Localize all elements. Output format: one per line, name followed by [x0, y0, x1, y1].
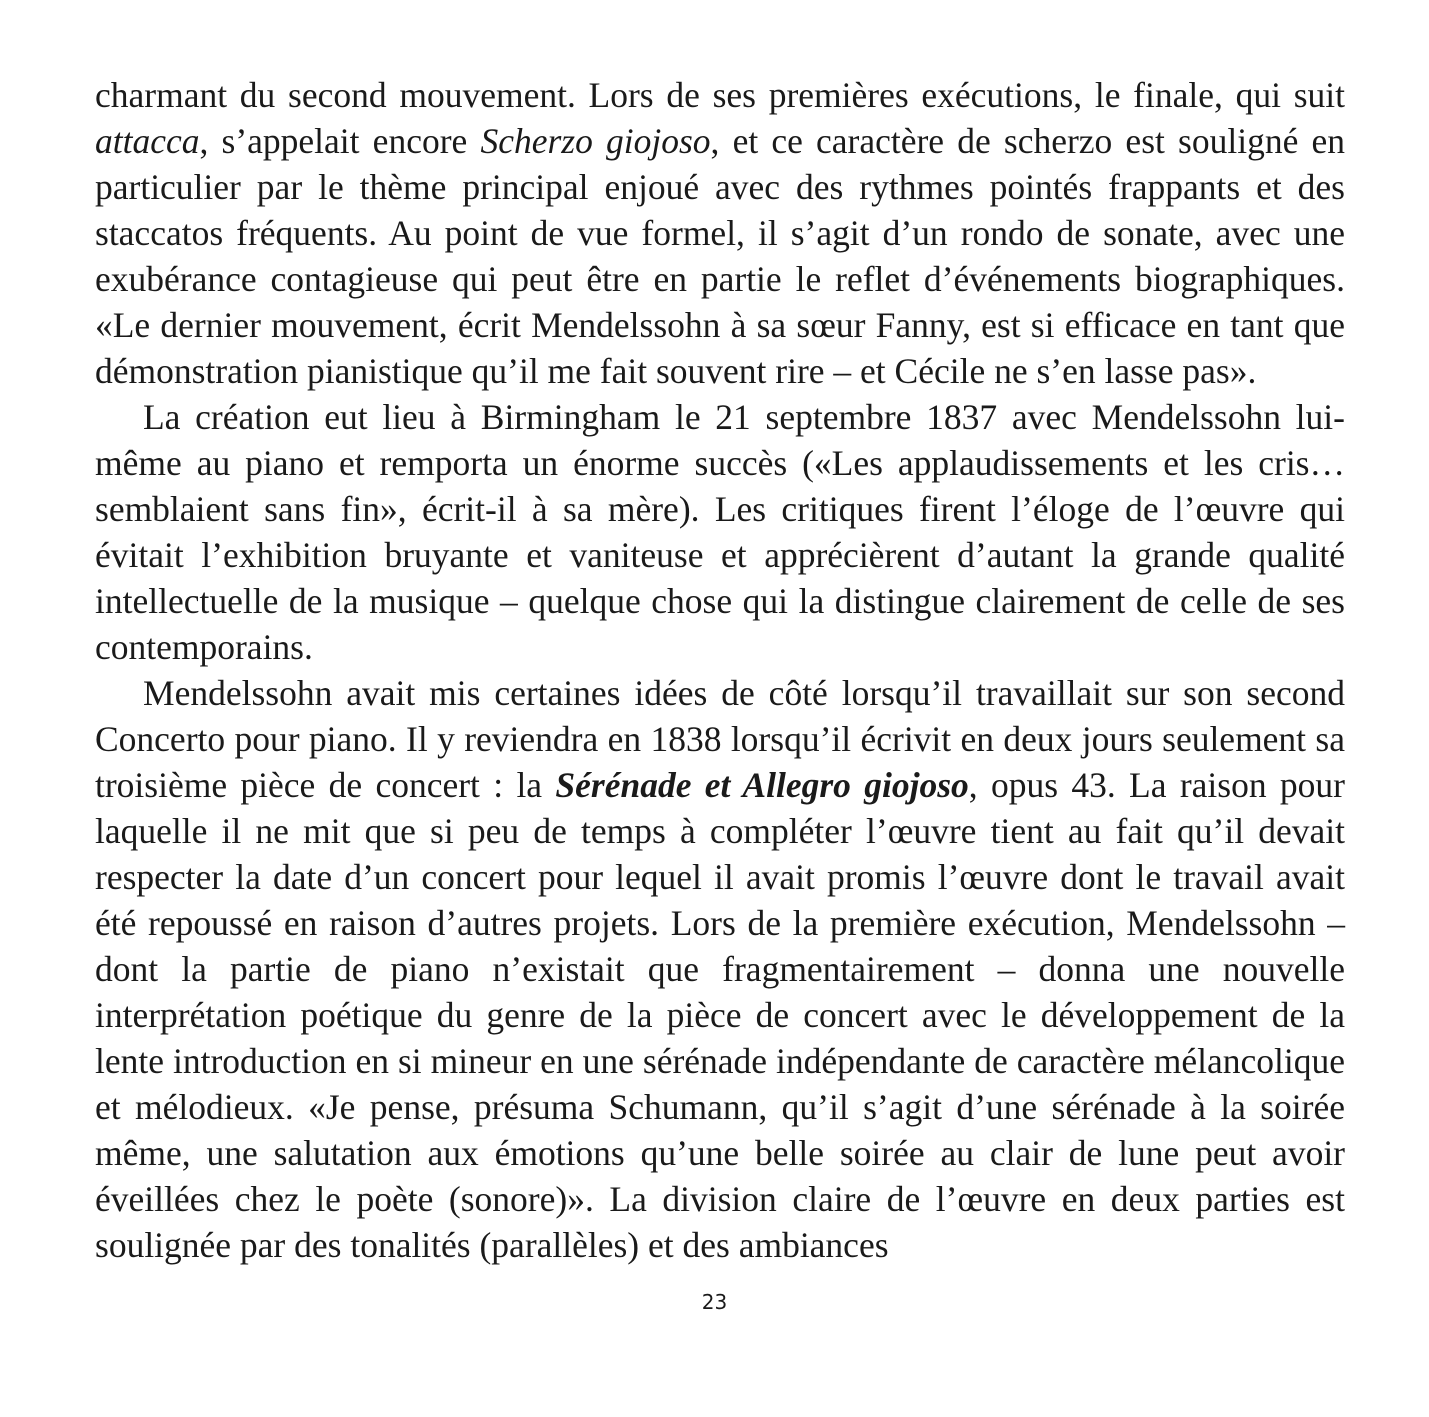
text-run: , et ce caractère de scherzo est souligné en particulier par le thème principal enjoué avec des rythmes pointés frappants et des staccatos fréquents. Au point de vue formel, il s’agit d’un rondo de sonate, avec une exubérance contagieuse qui peut être en partie le reflet d’événements biographiques. «Le dernier mouvement, écrit Mendelssohn à sa sœur Fanny, est si efficace en tant que démonstration pianistique qu’il me fait souvent rire – et Cécile ne s’en lasse pas».	[95, 121, 1345, 391]
text-run-italic: attacca	[95, 121, 200, 161]
paragraph-1	[95, 72, 1345, 394]
document-body	[95, 72, 1345, 1268]
text-run-italic: Scherzo giojoso	[480, 121, 711, 161]
text-run: charmant du second mouvement. Lors de ses premières exécutions, le finale, qui suit	[95, 75, 1345, 115]
text-run: , s’appelait encore	[199, 121, 481, 161]
text-run: La création eut lieu à Birmingham le 21 septembre 1837 avec Mendelssohn luimême au piano et remporta un énorme succès («Les applaudissements et les cris… semblaient sans fin», écrit-il à sa mère). Les critiques firent l’éloge de l’œuvre qui évitait l’exhibition bruyante et vaniteuse et apprécièrent d’autant la grande qualité intellectuelle de la musique – quelque chose qui la distingue clairement de celle de ses contemporains.	[95, 397, 1345, 667]
work-title: Sérénade et Allegro giojoso	[555, 765, 969, 805]
page-number: 23	[701, 1290, 728, 1314]
text-run: Mendelssohn avait mis certaines idées de côté lorsqu’il travaillait sur son second Concerto pour piano. Il y reviendra en 1838 lorsqu’il écrivit en deux jours seulement sa troisième pièce de concert : la	[95, 673, 1345, 805]
paragraph-2	[95, 394, 1345, 670]
text-run: , opus 43. La raison pour laquelle il ne mit que si peu de temps à compléter l’œuvre tient au fait qu’il devait respecter la date d’un concert pour lequel il avait promis l’œuvre dont le travail avait été repoussé en raison d’autres projets. Lors de la première exécution, Mendelssohn – dont la partie de piano n’existait que fragmentairement – donna une nouvelle interprétation poétique du genre de la pièce de concert avec le développement de la lente introduction en si mineur en une sérénade indépendante de caractère mélancolique et mélodieux. «Je pense, présuma Schumann, qu’il s’agit d’une sérénade à la soirée même, une salutation aux émotions qu’une belle soirée au clair de lune peut avoir éveillées chez le poète (sonore)». La division claire de l’œuvre en deux parties est soulignée par des tonalités (parallèles) et des ambiances	[95, 765, 1345, 1265]
paragraph-3	[95, 670, 1345, 1268]
